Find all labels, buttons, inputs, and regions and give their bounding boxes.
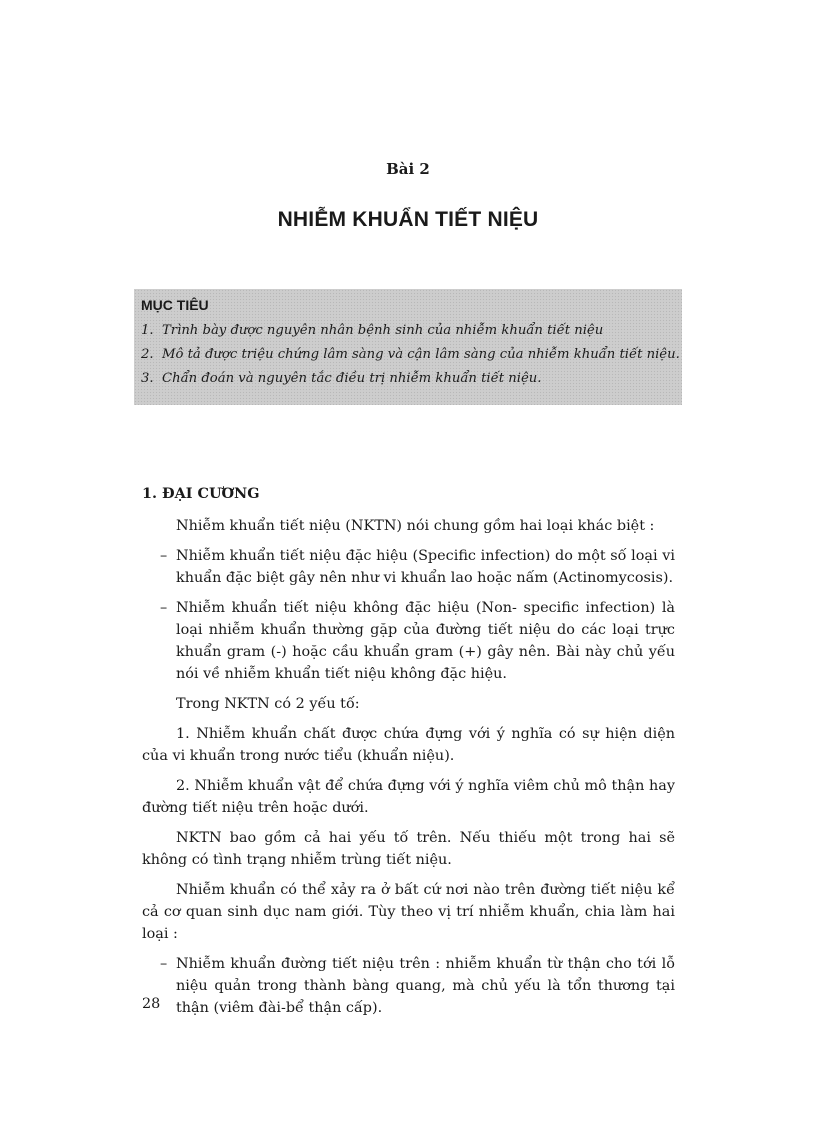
- objective-item: [141, 322, 676, 339]
- lesson-number: Bài 2: [386, 160, 430, 178]
- objective-item: [141, 370, 676, 387]
- bullet-dash: –: [160, 600, 168, 616]
- objective-text: Trình bày được nguyên nhân bệnh sinh của nhiễm khuẩn tiết niệu: [162, 323, 604, 338]
- paragraph: Nhiễm khuẩn có thể xảy ra ở bất cứ nơi nào trên đường tiết niệu kể cả cơ quan sinh dục nam giới. Tùy theo vị trí nhiễm khuẩn, chia làm hai loại :: [142, 882, 675, 942]
- bullet-dash: –: [160, 956, 168, 972]
- paragraph: 2. Nhiễm khuẩn vật để chứa đựng với ý nghĩa viêm chủ mô thận hay đường tiết niệu trên hoặc dưới.: [142, 778, 675, 816]
- bullet-text: Nhiễm khuẩn tiết niệu đặc hiệu (Specific infection) do một số loại vi khuẩn đặc biệt gây nên như vi khuẩn lao hoặc nấm (Actinomycosis).: [176, 548, 675, 586]
- section-heading: 1. ĐẠI CƯƠNG: [142, 485, 260, 502]
- paragraph: Nhiễm khuẩn tiết niệu (NKTN) nói chung gồm hai loại khác biệt :: [176, 518, 655, 534]
- objective-item: [141, 346, 680, 363]
- section-content: [142, 483, 675, 1027]
- objectives-box: [134, 289, 682, 405]
- chapter-title: NHIỄM KHUẨN TIẾT NIỆU: [277, 208, 539, 231]
- bullet-text: Nhiễm khuẩn tiết niệu không đặc hiệu (Non- specific infection) là loại nhiễm khuẩn thường gặp của đường tiết niệu do các loại trực khuẩn gram (-) hoặc cầu khuẩn gram (+) gây nên. Bài này chủ yếu nói về nhiễm khuẩn tiết niệu không đặc hiệu.: [176, 600, 675, 682]
- objective-number: 1.: [141, 323, 154, 338]
- bullet-item: [142, 953, 675, 1019]
- paragraph: NKTN bao gồm cả hai yếu tố trên. Nếu thiếu một trong hai sẽ không có tình trạng nhiễm trùng tiết niệu.: [142, 830, 675, 868]
- objectives-heading: MỤC TIÊU: [141, 297, 209, 313]
- objective-number: 3.: [141, 371, 154, 386]
- bullet-item: [142, 597, 675, 685]
- paragraph: 1. Nhiễm khuẩn chất được chứa đựng với ý nghĩa có sự hiện diện của vi khuẩn trong nước tiểu (khuẩn niệu).: [142, 726, 675, 764]
- page-number: 28: [142, 996, 161, 1012]
- paragraph: Trong NKTN có 2 yếu tố:: [176, 696, 360, 712]
- bullet-text: Nhiễm khuẩn đường tiết niệu trên : nhiễm khuẩn từ thận cho tới lỗ niệu quản trong thành bàng quang, mà chủ yếu là tổn thương tại thận (viêm đài-bể thận cấp).: [176, 956, 675, 1016]
- bullet-item: [142, 545, 675, 589]
- objective-number: 2.: [141, 347, 154, 362]
- bullet-dash: –: [160, 548, 168, 564]
- objective-text: Chẩn đoán và nguyên tắc điều trị nhiễm khuẩn tiết niệu.: [162, 371, 542, 386]
- objective-text: Mô tả được triệu chứng lâm sàng và cận lâm sàng của nhiễm khuẩn tiết niệu.: [162, 347, 680, 362]
